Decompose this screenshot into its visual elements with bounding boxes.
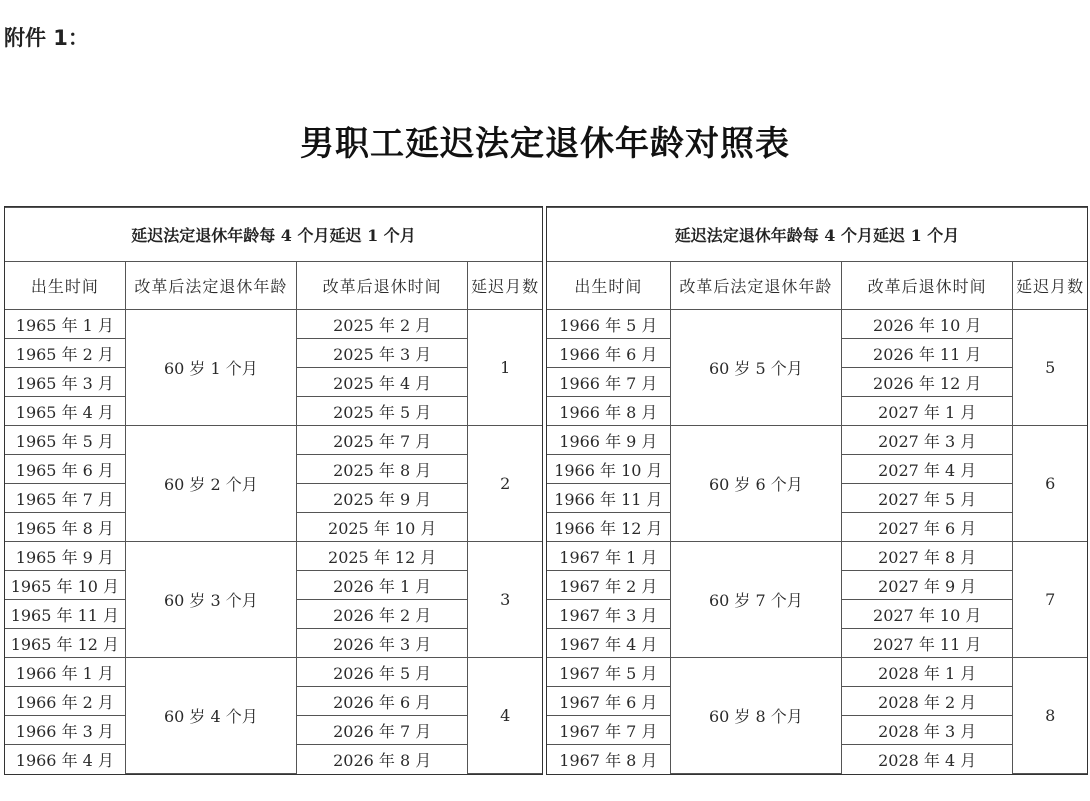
retirement-time-cell: 2026 年 2 月 (297, 600, 468, 629)
birth-time-cell: 1967 年 5 月 (547, 658, 670, 687)
retirement-table (5, 207, 542, 774)
birth-time-cell: 1965 年 11 月 (5, 600, 125, 629)
birth-time-cell: 1965 年 7 月 (5, 484, 125, 513)
birth-time-cell: 1965 年 10 月 (5, 571, 125, 600)
retirement-time-cell: 2026 年 1 月 (297, 571, 468, 600)
retirement-time-cell: 2027 年 9 月 (842, 571, 1013, 600)
retirement-age-cell: 60 岁 7 个月 (670, 542, 841, 658)
document-title: 男职工延迟法定退休年龄对照表 (300, 124, 790, 164)
birth-time-cell: 1966 年 11 月 (547, 484, 670, 513)
retirement-age-cell: 60 岁 5 个月 (670, 310, 841, 426)
retirement-age-cell: 60 岁 2 个月 (125, 426, 296, 542)
table-panel-left (4, 206, 543, 775)
retirement-time-cell: 2025 年 2 月 (297, 310, 468, 339)
attachment-label: 附件 1： (4, 26, 89, 50)
retirement-time-cell: 2028 年 1 月 (842, 658, 1013, 687)
birth-time-cell: 1967 年 3 月 (547, 600, 670, 629)
retirement-age-cell: 60 岁 4 个月 (125, 658, 296, 774)
retirement-time-cell: 2025 年 5 月 (297, 397, 468, 426)
birth-time-cell: 1965 年 9 月 (5, 542, 125, 571)
delay-months-cell: 8 (1013, 658, 1087, 774)
birth-time-cell: 1965 年 4 月 (5, 397, 125, 426)
table-row (5, 658, 542, 687)
retirement-time-cell: 2025 年 4 月 (297, 368, 468, 397)
table-row (547, 542, 1087, 571)
header-retirement-time: 改革后退休时间 (297, 262, 468, 310)
section-title: 延迟法定退休年龄每 4 个月延迟 1 个月 (547, 208, 1087, 262)
retirement-time-cell: 2026 年 6 月 (297, 687, 468, 716)
header-birth-time: 出生时间 (5, 262, 125, 310)
birth-time-cell: 1967 年 4 月 (547, 629, 670, 658)
retirement-time-cell: 2025 年 3 月 (297, 339, 468, 368)
header-retirement-age: 改革后法定退休年龄 (670, 262, 841, 310)
retirement-time-cell: 2025 年 9 月 (297, 484, 468, 513)
retirement-time-cell: 2027 年 5 月 (842, 484, 1013, 513)
header-birth-time: 出生时间 (547, 262, 670, 310)
birth-time-cell: 1965 年 12 月 (5, 629, 125, 658)
retirement-age-cell: 60 岁 1 个月 (125, 310, 296, 426)
retirement-time-cell: 2027 年 6 月 (842, 513, 1013, 542)
birth-time-cell: 1967 年 8 月 (547, 745, 670, 774)
retirement-time-cell: 2026 年 5 月 (297, 658, 468, 687)
birth-time-cell: 1966 年 10 月 (547, 455, 670, 484)
retirement-time-cell: 2027 年 3 月 (842, 426, 1013, 455)
retirement-time-cell: 2026 年 12 月 (842, 368, 1013, 397)
birth-time-cell: 1966 年 8 月 (547, 397, 670, 426)
header-delay-months: 延迟月数 (468, 262, 542, 310)
delay-months-cell: 3 (468, 542, 542, 658)
table-panel-right (546, 206, 1088, 775)
delay-months-cell: 2 (468, 426, 542, 542)
birth-time-cell: 1966 年 9 月 (547, 426, 670, 455)
section-title-row (5, 208, 542, 262)
retirement-time-cell: 2026 年 8 月 (297, 745, 468, 774)
table-row (547, 310, 1087, 339)
delay-months-cell: 1 (468, 310, 542, 426)
section-title-row (547, 208, 1087, 262)
header-delay-months: 延迟月数 (1013, 262, 1087, 310)
retirement-age-cell: 60 岁 3 个月 (125, 542, 296, 658)
retirement-time-cell: 2027 年 8 月 (842, 542, 1013, 571)
retirement-table (547, 207, 1087, 774)
retirement-time-cell: 2027 年 1 月 (842, 397, 1013, 426)
birth-time-cell: 1966 年 4 月 (5, 745, 125, 774)
retirement-time-cell: 2026 年 10 月 (842, 310, 1013, 339)
delay-months-cell: 6 (1013, 426, 1087, 542)
table-row (547, 426, 1087, 455)
retirement-time-cell: 2027 年 4 月 (842, 455, 1013, 484)
birth-time-cell: 1966 年 2 月 (5, 687, 125, 716)
birth-time-cell: 1965 年 5 月 (5, 426, 125, 455)
birth-time-cell: 1966 年 12 月 (547, 513, 670, 542)
table-row (5, 310, 542, 339)
table-row (5, 542, 542, 571)
birth-time-cell: 1965 年 8 月 (5, 513, 125, 542)
retirement-age-cell: 60 岁 6 个月 (670, 426, 841, 542)
retirement-time-cell: 2025 年 8 月 (297, 455, 468, 484)
birth-time-cell: 1967 年 7 月 (547, 716, 670, 745)
table-row (5, 426, 542, 455)
retirement-time-cell: 2026 年 3 月 (297, 629, 468, 658)
birth-time-cell: 1965 年 1 月 (5, 310, 125, 339)
header-retirement-time: 改革后退休时间 (842, 262, 1013, 310)
birth-time-cell: 1966 年 5 月 (547, 310, 670, 339)
retirement-time-cell: 2025 年 12 月 (297, 542, 468, 571)
retirement-time-cell: 2028 年 3 月 (842, 716, 1013, 745)
retirement-time-cell: 2025 年 10 月 (297, 513, 468, 542)
header-retirement-age: 改革后法定退休年龄 (125, 262, 296, 310)
birth-time-cell: 1967 年 6 月 (547, 687, 670, 716)
column-header-row (5, 262, 542, 310)
table-row (547, 658, 1087, 687)
retirement-time-cell: 2026 年 7 月 (297, 716, 468, 745)
retirement-time-cell: 2028 年 4 月 (842, 745, 1013, 774)
delay-months-cell: 7 (1013, 542, 1087, 658)
birth-time-cell: 1966 年 6 月 (547, 339, 670, 368)
birth-time-cell: 1967 年 2 月 (547, 571, 670, 600)
retirement-age-cell: 60 岁 8 个月 (670, 658, 841, 774)
column-header-row (547, 262, 1087, 310)
birth-time-cell: 1965 年 3 月 (5, 368, 125, 397)
delay-months-cell: 4 (468, 658, 542, 774)
birth-time-cell: 1966 年 3 月 (5, 716, 125, 745)
delay-months-cell: 5 (1013, 310, 1087, 426)
birth-time-cell: 1965 年 6 月 (5, 455, 125, 484)
section-title: 延迟法定退休年龄每 4 个月延迟 1 个月 (5, 208, 542, 262)
birth-time-cell: 1966 年 1 月 (5, 658, 125, 687)
retirement-time-cell: 2028 年 2 月 (842, 687, 1013, 716)
retirement-time-cell: 2026 年 11 月 (842, 339, 1013, 368)
retirement-time-cell: 2027 年 11 月 (842, 629, 1013, 658)
retirement-time-cell: 2027 年 10 月 (842, 600, 1013, 629)
birth-time-cell: 1967 年 1 月 (547, 542, 670, 571)
birth-time-cell: 1965 年 2 月 (5, 339, 125, 368)
birth-time-cell: 1966 年 7 月 (547, 368, 670, 397)
retirement-time-cell: 2025 年 7 月 (297, 426, 468, 455)
